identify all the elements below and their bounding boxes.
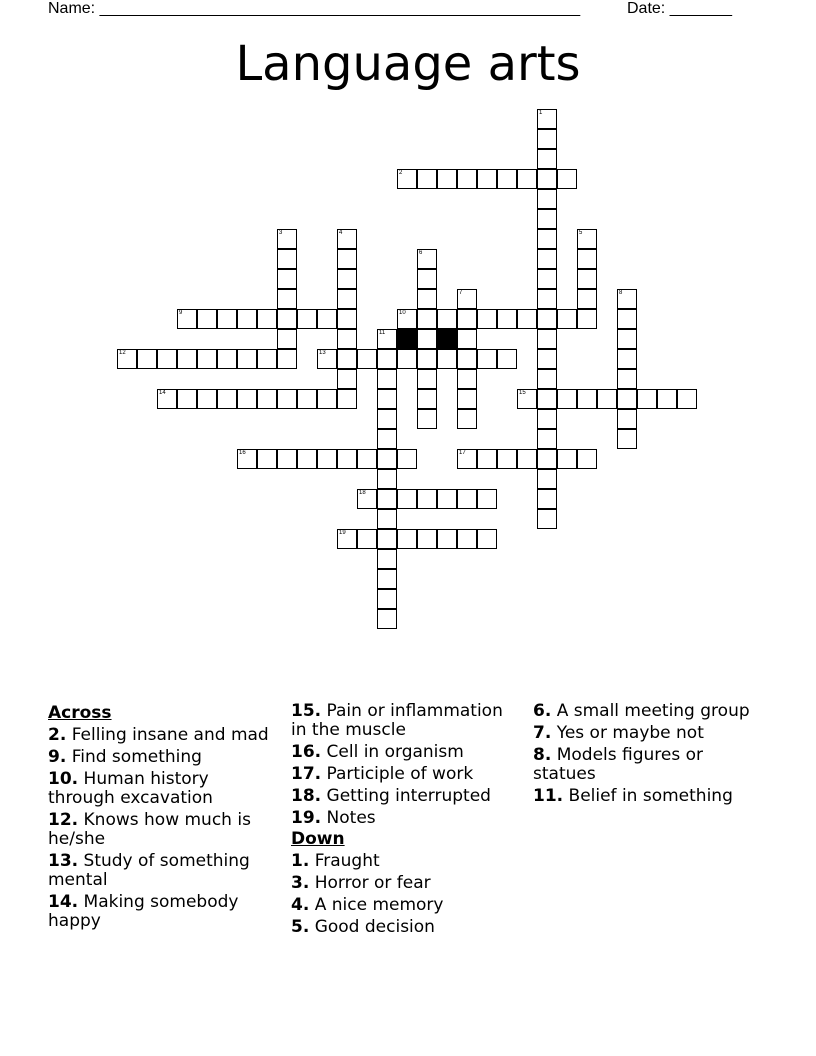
page-title: Language arts <box>235 36 581 92</box>
crossword-cell[interactable] <box>557 449 577 469</box>
crossword-cell[interactable] <box>377 589 397 609</box>
crossword-cell[interactable] <box>217 349 237 369</box>
crossword-cell[interactable] <box>557 309 577 329</box>
crossword-cell[interactable] <box>457 389 477 409</box>
crossword-cell[interactable] <box>337 529 357 549</box>
crossword-cell[interactable] <box>237 389 257 409</box>
crossword-cell[interactable] <box>137 349 157 369</box>
crossword-cell[interactable] <box>397 489 417 509</box>
crossword-cell[interactable] <box>517 449 537 469</box>
crossword-cell[interactable] <box>537 149 557 169</box>
crossword-cell[interactable] <box>337 449 357 469</box>
crossword-cell[interactable] <box>617 429 637 449</box>
crossword-cell[interactable] <box>197 349 217 369</box>
crossword-cell[interactable] <box>537 169 557 189</box>
crossword-cell[interactable] <box>277 449 297 469</box>
crossword-cell[interactable] <box>277 249 297 269</box>
crossword-block-cell <box>437 329 457 349</box>
clue-across-9: 9. Find something <box>48 747 202 767</box>
crossword-cell[interactable] <box>457 449 477 469</box>
crossword-cell[interactable] <box>497 169 517 189</box>
down-heading: Down <box>291 829 345 849</box>
clue-down-8: 8. Models figures or statues <box>533 745 704 784</box>
crossword-cell[interactable] <box>417 489 437 509</box>
cell-number: 14 <box>159 390 166 396</box>
crossword-cell[interactable] <box>337 389 357 409</box>
cell-number: 7 <box>459 290 463 296</box>
clues-column-1 <box>48 702 273 931</box>
crossword-cell[interactable] <box>477 169 497 189</box>
crossword-cell[interactable] <box>277 269 297 289</box>
crossword-cell[interactable] <box>577 289 597 309</box>
crossword-cell[interactable] <box>417 369 437 389</box>
crossword-cell[interactable] <box>157 349 177 369</box>
crossword-cell[interactable] <box>537 249 557 269</box>
cell-number: 18 <box>359 490 366 496</box>
clue-down-11: 11. Belief in something <box>533 786 733 806</box>
crossword-cell[interactable] <box>257 449 277 469</box>
crossword-cell[interactable] <box>237 349 257 369</box>
clue-across-12: 12. Knows how much is he/she <box>48 810 251 849</box>
crossword-cell[interactable] <box>397 529 417 549</box>
crossword-cell[interactable] <box>417 409 437 429</box>
crossword-cell[interactable] <box>277 389 297 409</box>
crossword-cell[interactable] <box>377 529 397 549</box>
crossword-cell[interactable] <box>637 389 657 409</box>
crossword-cell[interactable] <box>417 389 437 409</box>
crossword-cell[interactable] <box>377 569 397 589</box>
crossword-cell[interactable] <box>617 389 637 409</box>
crossword-cell[interactable] <box>437 349 457 369</box>
clue-across-14: 14. Making somebody happy <box>48 892 239 931</box>
crossword-cell[interactable] <box>537 409 557 429</box>
crossword-cell[interactable] <box>537 489 557 509</box>
date-field-label[interactable]: Date: _______ <box>627 0 732 17</box>
crossword-cell[interactable] <box>537 469 557 489</box>
name-field-label[interactable]: Name: ______________________________________________________ <box>48 0 581 17</box>
clue-down-4: 4. A nice memory <box>291 895 444 915</box>
crossword-cell[interactable] <box>557 389 577 409</box>
crossword-cell[interactable] <box>477 349 497 369</box>
crossword-cell[interactable] <box>377 349 397 369</box>
cell-number: 1 <box>539 110 543 116</box>
clue-across-10: 10. Human history through excavation <box>48 769 213 808</box>
crossword-cell[interactable] <box>357 349 377 369</box>
crossword-cell[interactable] <box>337 229 357 249</box>
clue-across-17: 17. Participle of work <box>291 764 474 784</box>
crossword-cell[interactable] <box>357 529 377 549</box>
crossword-cell[interactable] <box>177 309 197 329</box>
crossword-cell[interactable] <box>517 389 537 409</box>
crossword-cell[interactable] <box>537 349 557 369</box>
crossword-cell[interactable] <box>577 389 597 409</box>
crossword-cell[interactable] <box>377 409 397 429</box>
crossword-cell[interactable] <box>217 389 237 409</box>
clue-down-3: 3. Horror or fear <box>291 873 431 893</box>
crossword-cell[interactable] <box>237 309 257 329</box>
crossword-cell[interactable] <box>537 369 557 389</box>
crossword-cell[interactable] <box>537 229 557 249</box>
crossword-cell[interactable] <box>417 289 437 309</box>
crossword-cell[interactable] <box>337 349 357 369</box>
crossword-cell[interactable] <box>317 449 337 469</box>
crossword-cell[interactable] <box>377 449 397 469</box>
crossword-block-cell <box>397 329 417 349</box>
crossword-cell[interactable] <box>497 309 517 329</box>
crossword-cell[interactable] <box>377 609 397 629</box>
crossword-cell[interactable] <box>437 489 457 509</box>
cell-number: 8 <box>619 290 623 296</box>
cell-number: 6 <box>419 250 423 256</box>
clue-down-5: 5. Good decision <box>291 917 435 937</box>
crossword-cell[interactable] <box>257 349 277 369</box>
crossword-cell[interactable] <box>517 309 537 329</box>
crossword-cell[interactable] <box>537 509 557 529</box>
clue-across-19: 19. Notes <box>291 808 376 828</box>
crossword-cell[interactable] <box>317 349 337 369</box>
crossword-cell[interactable] <box>377 369 397 389</box>
clues-column-3 <box>533 702 763 806</box>
clues-column-2 <box>291 702 519 937</box>
crossword-cell[interactable] <box>577 229 597 249</box>
crossword-cell[interactable] <box>617 369 637 389</box>
crossword-cell[interactable] <box>277 329 297 349</box>
crossword-cell[interactable] <box>537 449 557 469</box>
crossword-cell[interactable] <box>417 349 437 369</box>
clue-across-15: 15. Pain or inflammation in the muscle <box>291 701 503 740</box>
crossword-cell[interactable] <box>237 449 257 469</box>
crossword-cell[interactable] <box>377 469 397 489</box>
crossword-cell[interactable] <box>577 249 597 269</box>
crossword-cell[interactable] <box>417 529 437 549</box>
crossword-cell[interactable] <box>537 269 557 289</box>
crossword-cell[interactable] <box>397 309 417 329</box>
clue-across-2: 2. Felling insane and mad <box>48 725 269 745</box>
crossword-cell[interactable] <box>257 389 277 409</box>
crossword-cell[interactable] <box>457 309 477 329</box>
crossword-cell[interactable] <box>417 269 437 289</box>
crossword-cell[interactable] <box>597 389 617 409</box>
crossword-cell[interactable] <box>537 429 557 449</box>
crossword-cell[interactable] <box>337 309 357 329</box>
crossword-cell[interactable] <box>477 309 497 329</box>
crossword-cell[interactable] <box>417 169 437 189</box>
cell-number: 17 <box>459 450 466 456</box>
crossword-cell[interactable] <box>297 449 317 469</box>
clue-down-1: 1. Fraught <box>291 851 380 871</box>
crossword-cell[interactable] <box>217 309 237 329</box>
crossword-cell[interactable] <box>577 269 597 289</box>
crossword-cell[interactable] <box>437 309 457 329</box>
crossword-cell[interactable] <box>377 389 397 409</box>
crossword-cell[interactable] <box>457 489 477 509</box>
crossword-cell[interactable] <box>337 329 357 349</box>
crossword-cell[interactable] <box>537 329 557 349</box>
crossword-cell[interactable] <box>457 409 477 429</box>
crossword-cell[interactable] <box>337 249 357 269</box>
crossword-cell[interactable] <box>257 309 277 329</box>
crossword-cell[interactable] <box>457 329 477 349</box>
crossword-cell[interactable] <box>457 289 477 309</box>
cell-number: 10 <box>399 310 406 316</box>
crossword-cell[interactable] <box>497 449 517 469</box>
crossword-cell[interactable] <box>397 169 417 189</box>
crossword-cell[interactable] <box>517 169 537 189</box>
crossword-cell[interactable] <box>677 389 697 409</box>
crossword-cell[interactable] <box>357 489 377 509</box>
crossword-cell[interactable] <box>277 349 297 369</box>
crossword-cell[interactable] <box>177 389 197 409</box>
crossword-cell[interactable] <box>197 309 217 329</box>
crossword-cell[interactable] <box>337 269 357 289</box>
crossword-cell[interactable] <box>197 389 217 409</box>
cell-number: 5 <box>579 230 583 236</box>
crossword-cell[interactable] <box>377 549 397 569</box>
crossword-cell[interactable] <box>357 449 377 469</box>
clue-down-6: 6. A small meeting group <box>533 701 750 721</box>
clue-across-16: 16. Cell in organism <box>291 742 464 762</box>
crossword-cell[interactable] <box>337 289 357 309</box>
crossword-cell[interactable] <box>437 529 457 549</box>
crossword-cell[interactable] <box>377 489 397 509</box>
crossword-cell[interactable] <box>617 349 637 369</box>
crossword-cell[interactable] <box>497 349 517 369</box>
clue-across-18: 18. Getting interrupted <box>291 786 491 806</box>
crossword-cell[interactable] <box>377 509 397 529</box>
crossword-cell[interactable] <box>297 389 317 409</box>
crossword-cell[interactable] <box>537 109 557 129</box>
cell-number: 19 <box>339 530 346 536</box>
crossword-cell[interactable] <box>617 289 637 309</box>
cell-number: 15 <box>519 390 526 396</box>
cell-number: 13 <box>319 350 326 356</box>
crossword-cell[interactable] <box>457 349 477 369</box>
clue-down-7: 7. Yes or maybe not <box>533 723 704 743</box>
crossword-cell[interactable] <box>577 449 597 469</box>
crossword-cell[interactable] <box>457 169 477 189</box>
cell-number: 16 <box>239 450 246 456</box>
cell-number: 9 <box>179 310 183 316</box>
crossword-cell[interactable] <box>117 349 137 369</box>
crossword-cell[interactable] <box>557 169 577 189</box>
crossword-cell[interactable] <box>417 249 437 269</box>
crossword-cell[interactable] <box>617 409 637 429</box>
crossword-cell[interactable] <box>537 289 557 309</box>
crossword-cell[interactable] <box>277 229 297 249</box>
cell-number: 11 <box>379 330 386 336</box>
clue-across-13: 13. Study of something mental <box>48 851 250 890</box>
crossword-cell[interactable] <box>297 309 317 329</box>
crossword-cell[interactable] <box>657 389 677 409</box>
crossword-cell[interactable] <box>537 389 557 409</box>
crossword-cell[interactable] <box>437 169 457 189</box>
crossword-cell[interactable] <box>417 309 437 329</box>
crossword-cell[interactable] <box>317 389 337 409</box>
crossword-cell[interactable] <box>477 489 497 509</box>
cell-number: 3 <box>279 230 283 236</box>
crossword-cell[interactable] <box>417 329 437 349</box>
crossword-cell[interactable] <box>477 529 497 549</box>
crossword-cell[interactable] <box>537 309 557 329</box>
crossword-cell[interactable] <box>477 449 497 469</box>
crossword-cell[interactable] <box>397 349 417 369</box>
crossword-cell[interactable] <box>537 189 557 209</box>
crossword-cell[interactable] <box>457 369 477 389</box>
cell-number: 12 <box>119 350 126 356</box>
crossword-cell[interactable] <box>537 209 557 229</box>
crossword-cell[interactable] <box>537 129 557 149</box>
crossword-cell[interactable] <box>377 429 397 449</box>
crossword-cell[interactable] <box>277 289 297 309</box>
crossword-cell[interactable] <box>617 309 637 329</box>
crossword-cell[interactable] <box>577 309 597 329</box>
crossword-cell[interactable] <box>377 329 397 349</box>
crossword-cell[interactable] <box>277 309 297 329</box>
crossword-cell[interactable] <box>397 449 417 469</box>
crossword-cell[interactable] <box>317 309 337 329</box>
across-heading: Across <box>48 703 112 723</box>
crossword-cell[interactable] <box>177 349 197 369</box>
crossword-cell[interactable] <box>617 329 637 349</box>
crossword-cell[interactable] <box>337 369 357 389</box>
crossword-cell[interactable] <box>157 389 177 409</box>
cell-number: 4 <box>339 230 343 236</box>
crossword-cell[interactable] <box>457 529 477 549</box>
cell-number: 2 <box>399 170 403 176</box>
